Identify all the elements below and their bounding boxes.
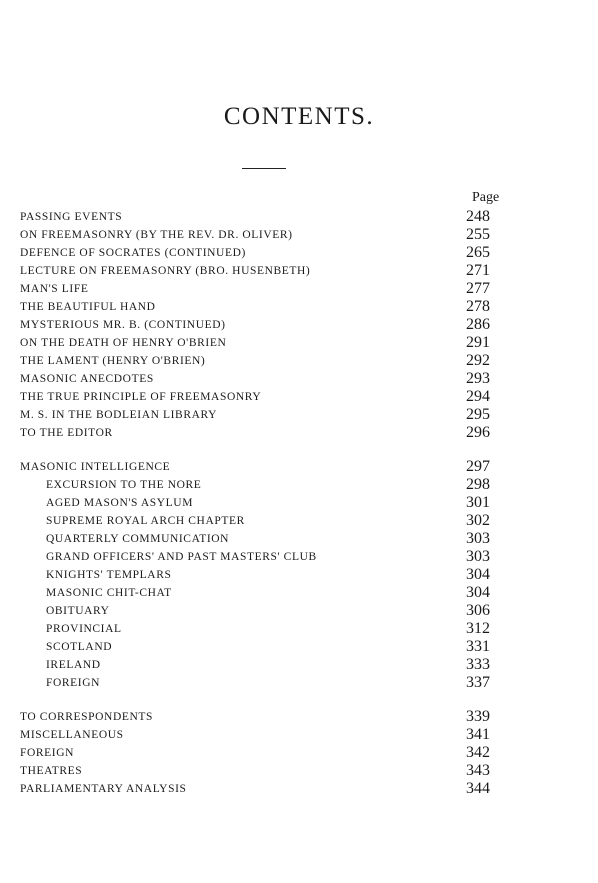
toc-entry[interactable]	[0, 762, 598, 780]
toc-entry-title: FOREIGN	[20, 747, 75, 759]
toc-entry[interactable]	[0, 458, 598, 476]
toc-entry-title: EXCURSION TO THE NORE	[46, 479, 202, 491]
toc-entry-title: MISCELLANEOUS	[20, 729, 124, 741]
toc-entry[interactable]	[0, 744, 598, 762]
toc-entry-page: 277	[466, 280, 490, 297]
toc-entry-page: 304	[466, 584, 490, 601]
toc-entry-title: THE LAMENT (HENRY O'BRIEN)	[20, 355, 206, 367]
toc-entry[interactable]	[0, 726, 598, 744]
toc-entry-title: LECTURE ON FREEMASONRY (BRO. HUSENBETH)	[20, 265, 311, 277]
toc-entry-page: 293	[466, 370, 490, 387]
toc-entry[interactable]	[0, 352, 598, 370]
toc-entry-page: 296	[466, 424, 490, 441]
toc-entry-page: 271	[466, 262, 490, 279]
toc-entry[interactable]	[0, 602, 598, 620]
toc-entry[interactable]	[0, 512, 598, 530]
toc-entry[interactable]	[0, 584, 598, 602]
toc-entry[interactable]	[0, 548, 598, 566]
toc-entry-page: 337	[466, 674, 490, 691]
toc-entry-title: PASSING EVENTS	[20, 211, 123, 223]
toc-entry-page: 297	[466, 458, 490, 475]
toc-entry-page: 304	[466, 566, 490, 583]
toc-entry-page: 333	[466, 656, 490, 673]
toc-entry-page: 265	[466, 244, 490, 261]
toc-entry[interactable]	[0, 226, 598, 244]
toc-entry-page: 291	[466, 334, 490, 351]
toc-entry-title: MASONIC INTELLIGENCE	[20, 461, 171, 473]
toc-entry-title: AGED MASON'S ASYLUM	[46, 497, 194, 509]
toc-entry[interactable]	[0, 780, 598, 798]
toc-entry-page: 248	[466, 208, 490, 225]
toc-entry[interactable]	[0, 476, 598, 494]
toc-entry[interactable]	[0, 406, 598, 424]
toc-entry-title: OBITUARY	[46, 605, 110, 617]
toc-entry[interactable]	[0, 280, 598, 298]
toc-entry-title: IRELAND	[46, 659, 101, 671]
toc-entry[interactable]	[0, 424, 598, 442]
toc-entry[interactable]	[0, 298, 598, 316]
toc-entry-page: 306	[466, 602, 490, 619]
toc-entry-title: THE TRUE PRINCIPLE OF FREEMASONRY	[20, 391, 262, 403]
toc-entry[interactable]	[0, 316, 598, 334]
toc-entry-page: 294	[466, 388, 490, 405]
toc-entry-title: ON FREEMASONRY (BY THE REV. DR. OLIVER)	[20, 229, 293, 241]
toc-entry[interactable]	[0, 638, 598, 656]
toc-entry-title: MASONIC CHIT-CHAT	[46, 587, 172, 599]
toc-entry[interactable]	[0, 370, 598, 388]
toc-entry[interactable]	[0, 708, 598, 726]
toc-entry-title: MASONIC ANECDOTES	[20, 373, 154, 385]
toc-entry-title: FOREIGN	[46, 677, 101, 689]
toc-entry-title: PROVINCIAL	[46, 623, 122, 635]
toc-entry-title: THEATRES	[20, 765, 83, 777]
page-column-label: Page	[472, 190, 500, 205]
toc-entry[interactable]	[0, 674, 598, 692]
toc-entry-title: DEFENCE OF SOCRATES (CONTINUED)	[20, 247, 246, 259]
toc-entry-title: QUARTERLY COMMUNICATION	[46, 533, 230, 545]
toc-entry-page: 302	[466, 512, 490, 529]
toc-entry-title: MYSTERIOUS MR. B. (CONTINUED)	[20, 319, 226, 331]
toc-entry-page: 344	[466, 780, 490, 797]
toc-entry-title: TO THE EDITOR	[20, 427, 113, 439]
toc-entry-title: SCOTLAND	[46, 641, 113, 653]
toc-entry-page: 341	[466, 726, 490, 743]
toc-entry-title: SUPREME ROYAL ARCH CHAPTER	[46, 515, 245, 527]
toc-entry[interactable]	[0, 620, 598, 638]
toc-entry-title: MAN'S LIFE	[20, 283, 89, 295]
toc-entry-page: 312	[466, 620, 490, 637]
page-title: CONTENTS.	[223, 103, 375, 130]
toc-entry-title: PARLIAMENTARY ANALYSIS	[20, 783, 187, 795]
toc-entry-page: 295	[466, 406, 490, 423]
toc-entry-page: 331	[466, 638, 490, 655]
toc-entry-page: 343	[466, 762, 490, 779]
toc-entry-page: 298	[466, 476, 490, 493]
toc-entry-page: 278	[466, 298, 490, 315]
toc-entry-title: TO CORRESPONDENTS	[20, 711, 153, 723]
toc-entry[interactable]	[0, 656, 598, 674]
toc-entry[interactable]	[0, 244, 598, 262]
toc-entry-title: KNIGHTS' TEMPLARS	[46, 569, 172, 581]
toc-entry[interactable]	[0, 566, 598, 584]
toc-entry-page: 342	[466, 744, 490, 761]
toc-entry[interactable]	[0, 334, 598, 352]
toc-entry-title: M. S. IN THE BODLEIAN LIBRARY	[20, 409, 218, 421]
toc-entry-page: 286	[466, 316, 490, 333]
toc-entry-page: 303	[466, 530, 490, 547]
toc-entry-title: GRAND OFFICERS' AND PAST MASTERS' CLUB	[46, 551, 317, 563]
toc-entry-page: 292	[466, 352, 490, 369]
toc-entry[interactable]	[0, 388, 598, 406]
toc-entry-page: 339	[466, 708, 490, 725]
toc-entry-page: 301	[466, 494, 490, 511]
toc-entry-title: ON THE DEATH OF HENRY O'BRIEN	[20, 337, 227, 349]
toc-entry[interactable]	[0, 530, 598, 548]
toc-entry-page: 255	[466, 226, 490, 243]
toc-entry[interactable]	[0, 208, 598, 226]
toc-entry[interactable]	[0, 262, 598, 280]
toc-entry[interactable]	[0, 494, 598, 512]
toc-entry-page: 303	[466, 548, 490, 565]
toc-entry-title: THE BEAUTIFUL HAND	[20, 301, 156, 313]
